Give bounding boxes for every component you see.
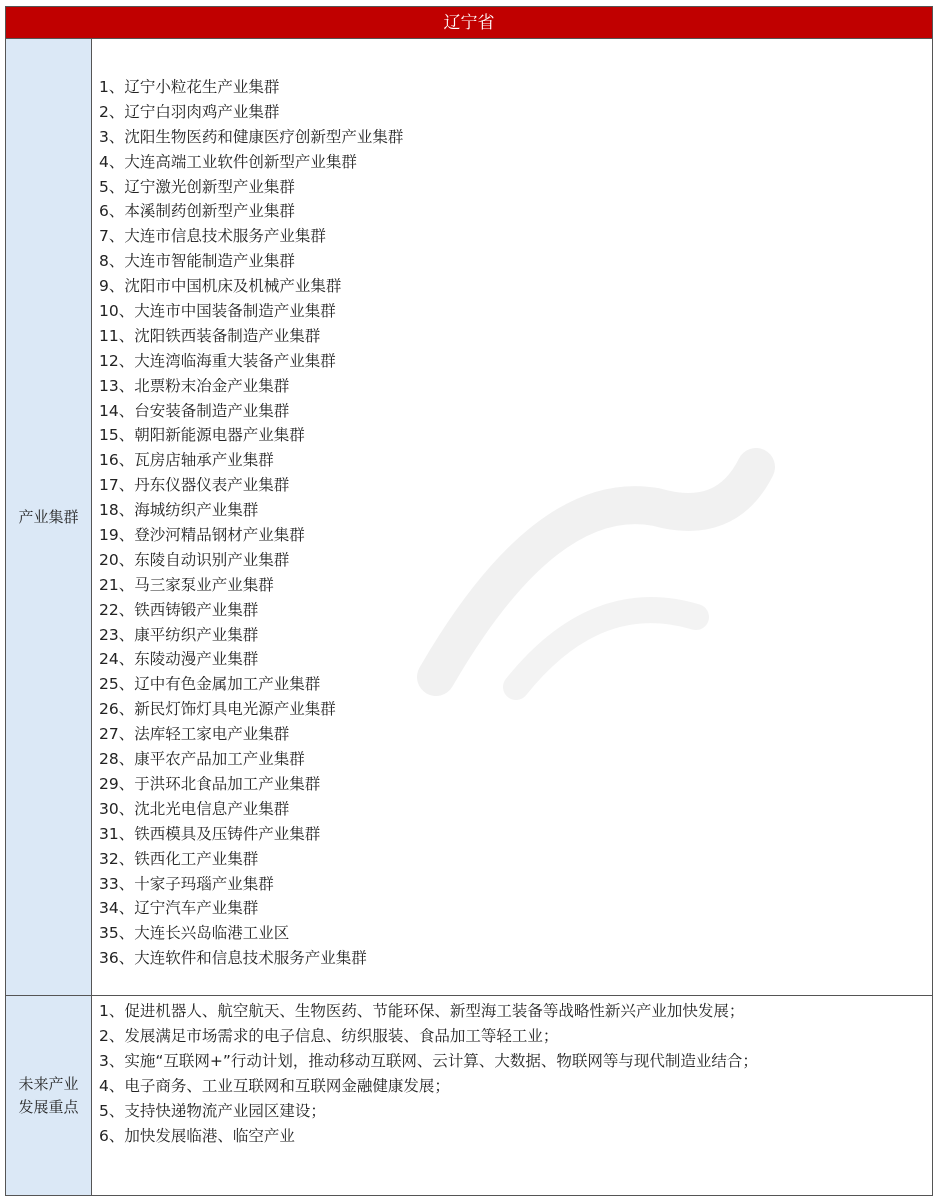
cluster-list-item: 11、沈阳铁西装备制造产业集群: [99, 326, 321, 345]
future-focus-list: [99, 999, 799, 1148]
cluster-list-item: 16、瓦房店轴承产业集群: [99, 451, 274, 470]
cluster-list-item: 14、台安装备制造产业集群: [99, 401, 290, 420]
cluster-list-item: 26、新民灯饰灯具电光源产业集群: [99, 700, 336, 719]
cluster-list-item: 34、辽宁汽车产业集群: [99, 899, 259, 918]
industry-cluster-row: [6, 39, 932, 996]
cluster-list-item: 30、沈北光电信息产业集群: [99, 799, 290, 818]
cluster-list-item: 27、法库轻工家电产业集群: [99, 725, 290, 744]
cluster-list-item: 15、朝阳新能源电器产业集群: [99, 426, 305, 445]
cluster-list-item: 3、沈阳生物医药和健康医疗创新型产业集群: [99, 127, 404, 146]
cluster-list-item: 32、铁西化工产业集群: [99, 849, 259, 868]
table-title: 辽宁省: [6, 7, 932, 39]
focus-list-item: 4、电子商务、工业互联网和互联网金融健康发展；: [99, 1076, 450, 1095]
future-focus-label: [6, 996, 92, 1195]
focus-list-item: 1、促进机器人、航空航天、生物医药、节能环保、新型海工装备等战略性新兴产业加快发展；: [99, 1002, 745, 1020]
province-table: [5, 6, 933, 1196]
cluster-list-item: 20、东陵自动识别产业集群: [99, 550, 290, 569]
industry-cluster-label: 产业集群: [6, 39, 92, 995]
future-focus-label-line1: 未来产业: [18, 1074, 79, 1093]
cluster-list-item: 31、铁西模具及压铸件产业集群: [99, 824, 321, 843]
cluster-list-item: 7、大连市信息技术服务产业集群: [99, 227, 326, 246]
cluster-list-item: 23、康平纺织产业集群: [99, 625, 259, 644]
cluster-list-item: 25、辽中有色金属加工产业集群: [99, 675, 321, 694]
cluster-list-item: 18、海城纺织产业集群: [99, 501, 259, 520]
cluster-list-item: 36、大连软件和信息技术服务产业集群: [99, 949, 367, 968]
cluster-list-item: 10、大连市中国装备制造产业集群: [99, 302, 336, 321]
future-focus-content: [92, 996, 932, 1195]
cluster-list-item: 8、大连市智能制造产业集群: [99, 252, 295, 271]
future-focus-row: [6, 996, 932, 1195]
focus-list-item: 2、发展满足市场需求的电子信息、纺织服装、食品加工等轻工业；: [99, 1026, 559, 1045]
cluster-list-item: 9、沈阳市中国机床及机械产业集群: [99, 277, 342, 296]
industry-cluster-list: [99, 75, 403, 971]
cluster-list-item: 12、大连湾临海重大装备产业集群: [99, 351, 336, 370]
cluster-list-item: 22、铁西铸锻产业集群: [99, 600, 259, 619]
cluster-list-item: 6、本溪制药创新型产业集群: [99, 202, 295, 221]
cluster-list-item: 4、大连高端工业软件创新型产业集群: [99, 152, 357, 171]
focus-list-item: 3、实施“互联网+”行动计划，推动移动互联网、云计算、大数据、物联网等与现代制造业结合；: [99, 1051, 758, 1070]
focus-list-item: 6、加快发展临港、临空产业: [99, 1126, 295, 1145]
focus-list-item: 5、支持快递物流产业园区建设；: [99, 1101, 326, 1120]
cluster-list-item: 21、马三家泵业产业集群: [99, 575, 274, 594]
future-focus-label-line2: 发展重点: [18, 1097, 79, 1116]
cluster-list-item: 1、辽宁小粒花生产业集群: [99, 78, 280, 96]
cluster-list-item: 28、康平农产品加工产业集群: [99, 750, 305, 769]
cluster-list-item: 5、辽宁激光创新型产业集群: [99, 177, 295, 196]
cluster-list-item: 35、大连长兴岛临港工业区: [99, 924, 290, 943]
cluster-list-item: 33、十家子玛瑙产业集群: [99, 874, 274, 893]
cluster-list-item: 2、辽宁白羽肉鸡产业集群: [99, 102, 280, 121]
cluster-list-item: 29、于洪环北食品加工产业集群: [99, 774, 321, 793]
industry-cluster-content: [92, 39, 932, 995]
cluster-list-item: 13、北票粉末冶金产业集群: [99, 376, 290, 395]
cluster-list-item: 17、丹东仪器仪表产业集群: [99, 476, 290, 495]
cluster-list-item: 24、东陵动漫产业集群: [99, 650, 259, 669]
cluster-list-item: 19、登沙河精品钢材产业集群: [99, 526, 305, 545]
